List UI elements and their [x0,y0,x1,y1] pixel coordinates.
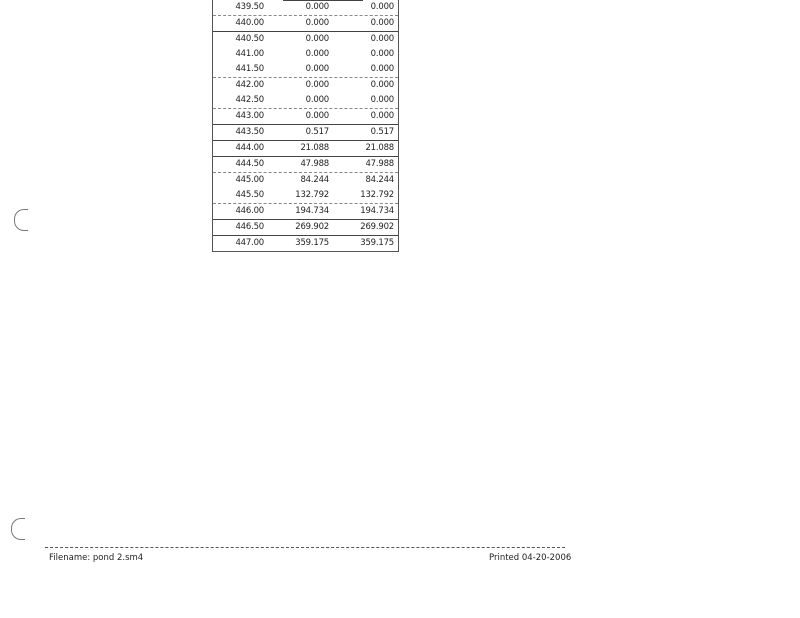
volume-cell: 21.088 [300,143,329,153]
elevation-cell: 441.00 [235,49,264,59]
table-row [213,203,398,219]
cumulative-cell: 359.175 [360,238,394,248]
table-row [213,156,398,172]
footer-printed-date: Printed 04-20-2006 [489,553,572,563]
table-row [213,235,398,251]
volume-cell: 0.000 [305,49,329,59]
elevation-cell: 442.50 [235,95,264,105]
volume-cell: 0.000 [305,111,329,121]
volume-cell: 269.902 [295,222,329,232]
footer-filename: Filename: pond 2.sm4 [49,553,144,563]
volume-cell: 194.734 [295,206,329,216]
cumulative-cell: 0.000 [370,49,394,59]
table-row [213,77,398,93]
cumulative-cell: 0.000 [370,64,394,74]
volume-cell: 0.000 [305,2,329,12]
volume-cell: 132.792 [295,190,329,200]
table-row [213,124,398,140]
elevation-cell: 440.50 [235,34,264,44]
cumulative-cell: 0.000 [370,18,394,28]
elevation-cell: 447.00 [235,238,264,248]
punch-hole-mark [11,518,25,540]
volume-cell: 0.517 [305,127,329,137]
elevation-cell: 445.00 [235,175,264,185]
cumulative-cell: 0.000 [370,2,394,12]
elevation-cell: 445.50 [235,190,264,200]
volume-cell: 0.000 [305,34,329,44]
cumulative-cell: 0.000 [370,34,394,44]
elevation-cell: 443.50 [235,127,264,137]
elevation-cell: 444.50 [235,159,264,169]
table-row [213,172,398,188]
elevation-cell: 446.50 [235,222,264,232]
elevation-cell: 441.50 [235,64,264,74]
cumulative-cell: 0.000 [370,95,394,105]
cumulative-cell: 21.088 [365,143,394,153]
volume-cell: 0.000 [305,64,329,74]
cumulative-cell: 0.000 [370,111,394,121]
table-row [213,188,398,203]
cumulative-cell: 132.792 [360,190,394,200]
elevation-cell: 442.00 [235,80,264,90]
elevation-cell: 439.50 [235,2,264,12]
volume-cell: 0.000 [305,95,329,105]
volume-cell: 0.000 [305,80,329,90]
volume-cell: 0.000 [305,18,329,28]
table-row [213,219,398,235]
volume-cell: 84.244 [300,175,329,185]
elevation-cell: 444.00 [235,143,264,153]
volume-cell: 359.175 [295,238,329,248]
cumulative-cell: 84.244 [365,175,394,185]
stage-storage-table [212,0,399,252]
table-row [213,15,398,31]
cumulative-cell: 269.902 [360,222,394,232]
table-row [213,31,398,47]
table-row [213,108,398,124]
table-row [213,62,398,77]
volume-cell: 47.988 [300,159,329,169]
table-row [213,93,398,108]
cumulative-cell: 47.988 [365,159,394,169]
elevation-cell: 446.00 [235,206,264,216]
table-row [213,47,398,62]
cumulative-cell: 0.000 [370,80,394,90]
punch-hole-mark [14,209,28,231]
cumulative-cell: 194.734 [360,206,394,216]
table-row [213,140,398,156]
elevation-cell: 440.00 [235,18,264,28]
elevation-cell: 443.00 [235,111,264,121]
cumulative-cell: 0.517 [370,127,394,137]
footer-rule [45,547,565,548]
table-row [213,0,398,15]
